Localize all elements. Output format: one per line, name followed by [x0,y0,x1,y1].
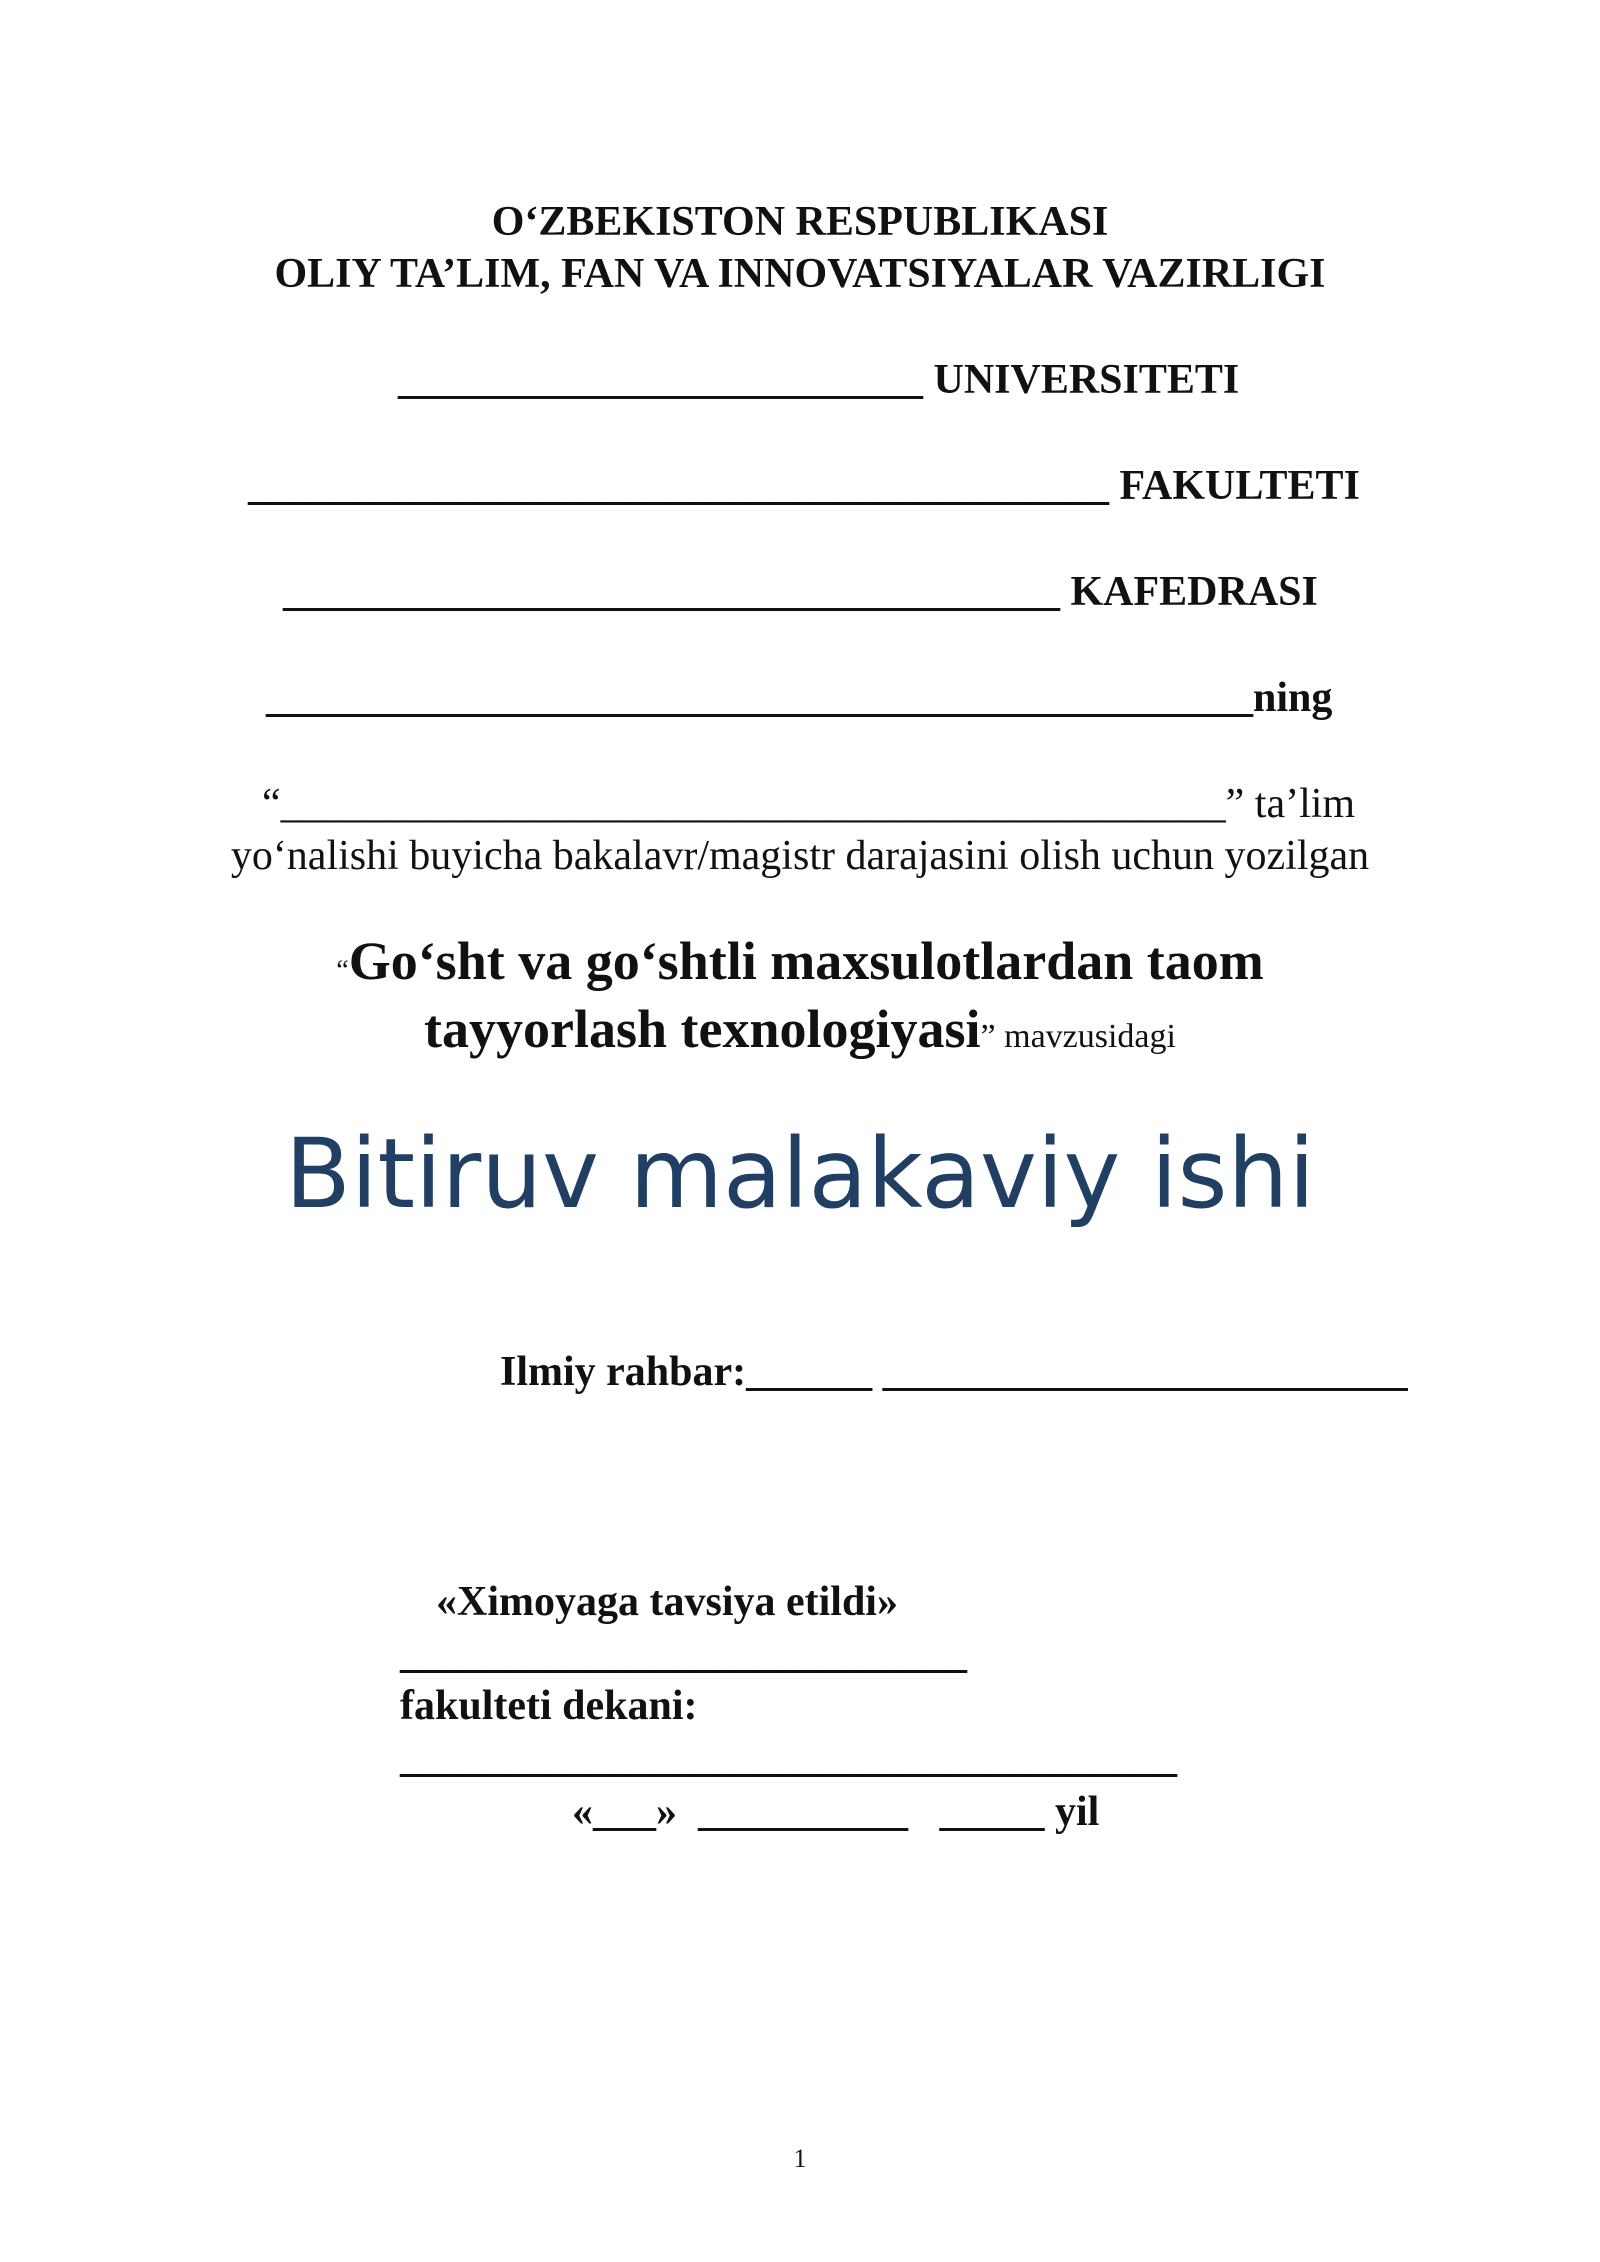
topic-line-1 [0,930,1600,992]
supervisor-field [500,1348,1408,1396]
topic-title-line-1: Go‘sht va go‘shtli maxsulotlardan taom [348,931,1264,991]
direction-blank[interactable]: _____________________________________________ [280,781,1226,827]
supervisor-blank-1[interactable]: ______ [746,1349,873,1395]
topic-line-2 [0,998,1600,1060]
university-field [398,356,1239,404]
date-year-blank[interactable]: _____ [939,1789,1045,1835]
faculty-label: FAKULTETI [1119,463,1360,509]
faculty-blank[interactable]: _________________________________________ [248,463,1109,509]
approval-blank-2[interactable]: _____________________________________ [400,1735,1177,1781]
student-label: ning [1253,675,1333,721]
year-label: yil [1055,1789,1100,1835]
faculty-field [248,462,1360,510]
topic-close-quote: ” [980,1018,996,1055]
approval-blank-1[interactable]: ___________________________ [400,1631,967,1677]
document-title: Bitiruv malakaviy ishi [284,1118,1316,1230]
date-open: « [572,1789,593,1835]
supervisor-blank-2[interactable]: _________________________ [882,1349,1408,1395]
date-line [572,1788,1099,1836]
supervisor-label: Ilmiy rahbar: [500,1349,747,1395]
date-close: » [656,1789,677,1835]
date-month-blank[interactable]: __________ [698,1789,908,1835]
direction-open-quote: “ [262,781,281,827]
ministry-line-1: O‘ZBEKISTON RESPUBLIKASI [491,199,1109,245]
department-label: KAFEDRASI [1070,569,1318,615]
direction-line-1 [262,780,1355,828]
topic-title-line-2: tayyorlash texnologiyasi [424,999,981,1059]
department-blank[interactable]: _____________________________________ [283,569,1060,615]
page-number: 1 [793,2144,807,2173]
dean-label: fakulteti dekani: [400,1683,698,1729]
student-field [266,674,1332,722]
direction-close: ” ta’lim [1225,781,1356,827]
university-blank[interactable]: _________________________ [398,357,923,403]
direction-line-2: yo‘nalishi buyicha bakalavr/magistr darajasini olish uchun yozilgan [230,833,1370,879]
ministry-line-2: OLIY TA’LIM, FAN VA INNOVATSIYALAR VAZIRLIGI [274,251,1326,297]
recommended-text: «Ximoyaga tavsiya etildi» [436,1579,898,1625]
date-day-blank[interactable]: ___ [593,1789,656,1835]
student-blank[interactable]: _______________________________________________ [266,675,1253,721]
topic-open-quote: “ [336,955,349,986]
university-label: UNIVERSITETI [933,357,1240,403]
department-field [283,568,1318,616]
topic-suffix: mavzusidagi [995,1018,1176,1055]
